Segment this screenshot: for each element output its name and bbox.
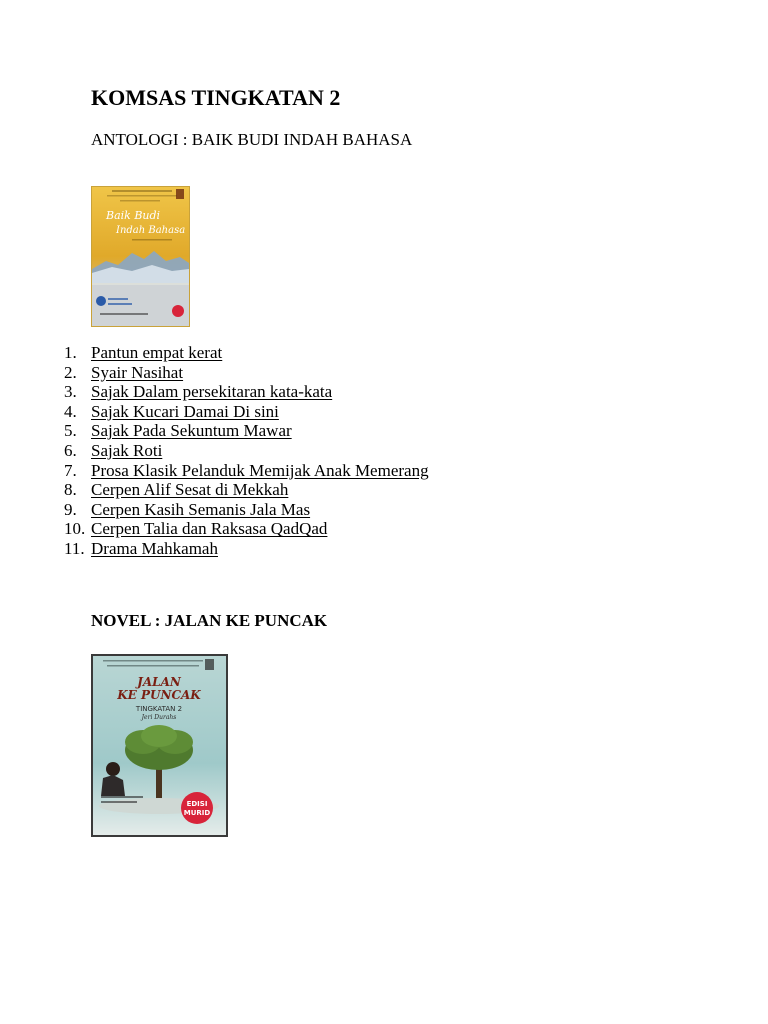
list-item-link[interactable]: Syair Nasihat xyxy=(91,362,184,382)
list-number: 10. xyxy=(64,519,86,539)
novel-cover-title-2: KE PUNCAK xyxy=(117,688,201,702)
list-item xyxy=(64,480,429,500)
list-item xyxy=(64,343,429,363)
list-number: 7. xyxy=(64,460,77,480)
list-item-link[interactable]: Sajak Pada Sekuntum Mawar xyxy=(91,421,292,441)
list-item-link[interactable]: Sajak Dalam persekitaran kata-kata xyxy=(91,382,333,402)
list-number: 3. xyxy=(64,382,77,402)
list-item xyxy=(64,500,429,520)
list-number: 11. xyxy=(64,538,85,558)
novel-badge-line2: MURID xyxy=(183,809,211,817)
list-item xyxy=(64,421,429,441)
list-item xyxy=(64,539,429,559)
komsas-list xyxy=(64,343,429,559)
novel-cover-title-1: JALAN xyxy=(137,675,181,689)
list-number: 8. xyxy=(64,480,77,500)
novel-cover-form: TINGKATAN 2 xyxy=(135,705,183,713)
list-item-link[interactable]: Cerpen Kasih Semanis Jala Mas xyxy=(91,499,311,519)
list-item xyxy=(64,363,429,383)
list-item-link[interactable]: Cerpen Alif Sesat di Mekkah xyxy=(91,480,289,500)
antologi-cover-image xyxy=(91,186,190,327)
list-item xyxy=(64,402,429,422)
page-title: KOMSAS TINGKATAN 2 xyxy=(91,85,341,110)
list-number: 5. xyxy=(64,421,77,441)
list-number: 1. xyxy=(64,343,77,362)
list-number: 2. xyxy=(64,362,77,382)
list-item-link[interactable]: Drama Mahkamah xyxy=(91,538,218,558)
list-item-link[interactable]: Prosa Klasik Pelanduk Memijak Anak Memerang xyxy=(91,460,429,480)
list-item-link[interactable]: Sajak Kucari Damai Di sini xyxy=(91,401,279,421)
novel-badge-line1: EDISI xyxy=(186,800,208,808)
list-item xyxy=(64,461,429,481)
novel-heading: NOVEL : JALAN KE PUNCAK xyxy=(91,611,328,630)
antologi-heading: ANTOLOGI : BAIK BUDI INDAH BAHASA xyxy=(91,130,413,149)
novel-cover-image xyxy=(91,654,228,837)
list-number: 6. xyxy=(64,440,77,460)
list-number: 9. xyxy=(64,499,77,519)
novel-cover-author: Jeri Durahs xyxy=(141,714,177,721)
list-item xyxy=(64,441,429,461)
list-item-link[interactable]: Cerpen Talia dan Raksasa QadQad xyxy=(91,519,328,539)
list-item xyxy=(64,382,429,402)
list-item-link[interactable]: Pantun empat kerat xyxy=(91,343,223,362)
list-item-link[interactable]: Sajak Roti xyxy=(91,440,163,460)
antologi-cover-title-2: Indah Bahasa xyxy=(116,225,186,236)
antologi-cover-title-1: Baik Budi xyxy=(106,209,161,222)
list-number: 4. xyxy=(64,401,77,421)
list-item xyxy=(64,519,429,539)
